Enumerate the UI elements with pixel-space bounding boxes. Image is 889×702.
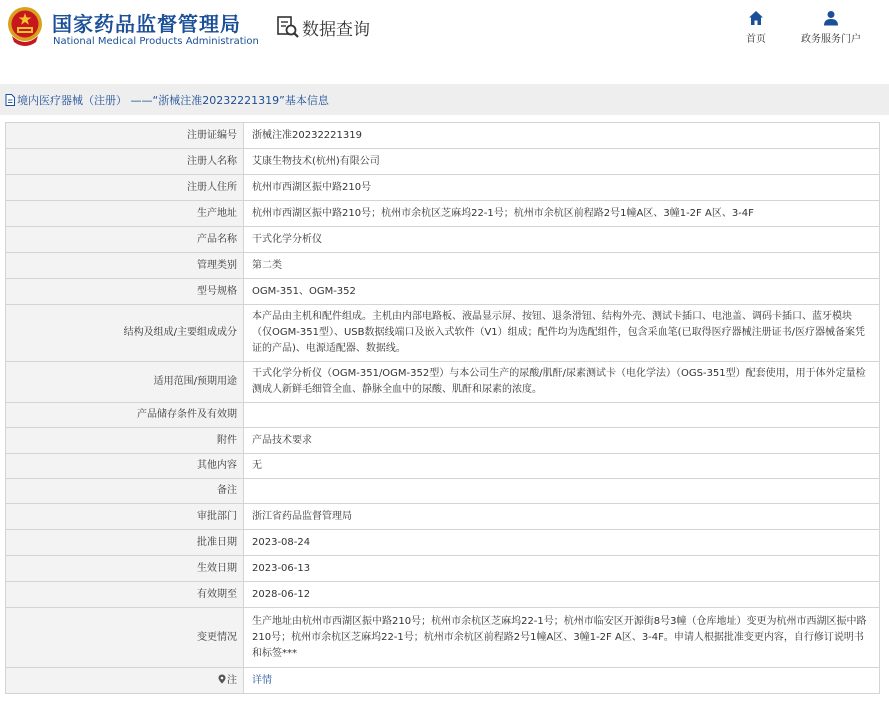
nav-home-label: 首页 xyxy=(746,34,766,45)
row-label: 变更情况 xyxy=(6,608,244,668)
row-value: 浙江省药品监督管理局 xyxy=(244,504,880,530)
table-row xyxy=(6,305,880,362)
row-label: 有效期至 xyxy=(6,582,244,608)
row-label: 审批部门 xyxy=(6,504,244,530)
row-label: 管理类别 xyxy=(6,253,244,279)
row-value: 干式化学分析仪 xyxy=(244,227,880,253)
row-value: 生产地址由杭州市西湖区振中路210号；杭州市余杭区芝麻坞22-1号；杭州市临安区开源街8号3幢（仓库地址）变更为杭州市西湖区振中路210号；杭州市余杭区芝麻坞22-1号；杭州市余杭区前程路2号1幢A区、3幢1-2F A区、3-4F。申请人根据批准变更内容，自行修订说明书和标签*** xyxy=(244,608,880,668)
table-row xyxy=(6,362,880,403)
breadcrumb xyxy=(0,84,889,115)
row-value xyxy=(244,479,880,504)
row-value: 本产品由主机和配件组成。主机由内部电路板、液晶显示屏、按钮、退条滑钮、结构外壳、测试卡插口、电池盖、调码卡插口、蓝牙模块（仅OGM-351型）、USB数据线端口及嵌入式软件（V1）组成；配件均为选配组件，包含采血笔(已取得医疗器械注册证书/医疗器械备案凭证的产品)、电源适配器、数据线。 xyxy=(244,305,880,362)
row-value xyxy=(244,403,880,428)
row-value: 浙械注准20232221319 xyxy=(244,123,880,149)
breadcrumb-text: 境内医疗器械（注册） ——“浙械注准20232221319”基本信息 xyxy=(17,93,329,107)
row-label: 产品名称 xyxy=(6,227,244,253)
row-label: 生产地址 xyxy=(6,201,244,227)
row-value: 杭州市西湖区振中路210号 xyxy=(244,175,880,201)
row-value: OGM-351、OGM-352 xyxy=(244,279,880,305)
home-icon xyxy=(748,10,764,26)
table-row xyxy=(6,149,880,175)
row-label: 产品储存条件及有效期 xyxy=(6,403,244,428)
nav-gov-label: 政务服务门户 xyxy=(801,34,861,45)
details-link[interactable]: 详情 xyxy=(252,674,272,686)
row-label: 结构及组成/主要组成成分 xyxy=(6,305,244,362)
table-row xyxy=(6,504,880,530)
data-query-label: 数据查询 xyxy=(302,19,370,40)
row-value: 2028-06-12 xyxy=(244,582,880,608)
row-value: 第二类 xyxy=(244,253,880,279)
table-row xyxy=(6,454,880,479)
table-row xyxy=(6,279,880,305)
table-row xyxy=(6,582,880,608)
row-value: 2023-08-24 xyxy=(244,530,880,556)
registration-info-table xyxy=(5,122,880,694)
row-label: 附件 xyxy=(6,428,244,454)
national-emblem-icon xyxy=(6,6,44,46)
table-row xyxy=(6,608,880,668)
row-label: 生效日期 xyxy=(6,556,244,582)
row-value: 无 xyxy=(244,454,880,479)
row-label-note xyxy=(6,668,244,694)
nav-home[interactable] xyxy=(740,10,772,45)
table-row xyxy=(6,123,880,149)
table-row xyxy=(6,530,880,556)
site-title-en[interactable]: National Medical Products Administration xyxy=(53,36,259,47)
pin-icon xyxy=(218,674,226,684)
table-row xyxy=(6,253,880,279)
user-icon xyxy=(823,10,839,26)
document-icon xyxy=(5,94,15,106)
row-label: 型号规格 xyxy=(6,279,244,305)
table-row xyxy=(6,479,880,504)
row-label: 备注 xyxy=(6,479,244,504)
row-value: 干式化学分析仪（OGM-351/OGM-352型）与本公司生产的尿酸/肌酐/尿素测试卡（电化学法）（OGS-351型）配套使用，用于体外定量检测成人新鲜毛细管全血、静脉全血中的尿酸、肌酐和尿素的浓度。 xyxy=(244,362,880,403)
row-label: 适用范围/预期用途 xyxy=(6,362,244,403)
row-label: 注册人住所 xyxy=(6,175,244,201)
row-value: 2023-06-13 xyxy=(244,556,880,582)
nav-gov-portal[interactable] xyxy=(796,10,866,45)
site-header xyxy=(0,0,889,70)
row-label: 注册人名称 xyxy=(6,149,244,175)
document-search-icon xyxy=(276,15,300,39)
table-row xyxy=(6,175,880,201)
table-row xyxy=(6,556,880,582)
row-value: 杭州市西湖区振中路210号；杭州市余杭区芝麻坞22-1号；杭州市余杭区前程路2号1幢A区、3幢1-2F A区、3-4F xyxy=(244,201,880,227)
table-row xyxy=(6,403,880,428)
row-label: 注册证编号 xyxy=(6,123,244,149)
row-label: 其他内容 xyxy=(6,454,244,479)
table-row xyxy=(6,227,880,253)
row-value-note xyxy=(244,668,880,694)
row-value: 艾康生物技术(杭州)有限公司 xyxy=(244,149,880,175)
table-row-note xyxy=(6,668,880,694)
table-row xyxy=(6,428,880,454)
note-label: 注 xyxy=(227,674,237,686)
row-label: 批准日期 xyxy=(6,530,244,556)
data-query-link[interactable] xyxy=(276,14,370,40)
row-value: 产品技术要求 xyxy=(244,428,880,454)
site-title-cn[interactable]: 国家药品监督管理局 xyxy=(52,12,241,36)
table-row xyxy=(6,201,880,227)
